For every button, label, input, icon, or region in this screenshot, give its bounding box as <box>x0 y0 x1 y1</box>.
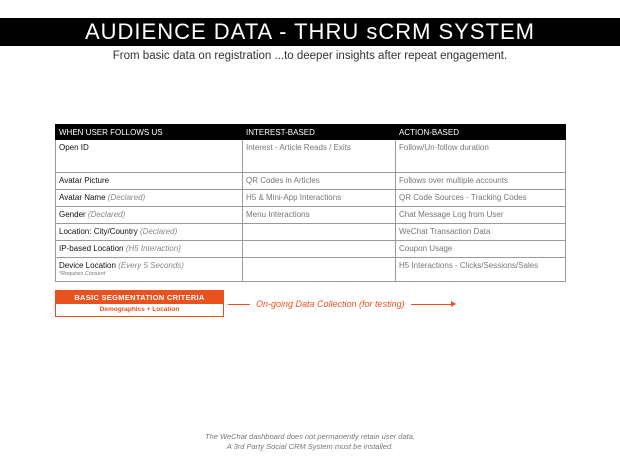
cell-interest-data <box>243 241 396 258</box>
consent-note: *Requires Consent <box>59 271 106 277</box>
cell-interest-data: Menu Interactions <box>243 207 396 224</box>
table-row <box>56 224 566 241</box>
arrow-right-icon <box>451 301 456 307</box>
cell-action-data: Coupon Usage <box>396 241 566 258</box>
footer-line-1: The WeChat dashboard does not permanently retain user data. <box>205 432 415 441</box>
ongoing-collection-callout <box>228 297 456 311</box>
cell-label: IP-based Location <box>59 244 124 253</box>
cell-qualifier: (Declared) <box>107 193 146 202</box>
table-row <box>56 190 566 207</box>
header-action-based: ACTION-BASED <box>396 125 566 140</box>
table-row <box>56 241 566 258</box>
cell-follow-data <box>56 140 243 173</box>
cell-follow-data <box>56 207 243 224</box>
cell-label: Device Location <box>59 261 116 270</box>
table-header-row <box>56 125 566 140</box>
header-interest-based: INTEREST-BASED <box>243 125 396 140</box>
criteria-sub: Demographics + Location <box>99 306 180 313</box>
cell-interest-data: H5 & Mini-App Interactions <box>243 190 396 207</box>
cell-action-data: Follows over multiple accounts <box>396 173 566 190</box>
page-subtitle: From basic data on registration ...to deeper insights after repeat engagement. <box>112 50 508 62</box>
cell-interest-data: QR Codes in Articles <box>243 173 396 190</box>
page-title: AUDIENCE DATA - THRU sCRM SYSTEM <box>0 18 620 46</box>
cell-interest-data: Interest - Article Reads / Exits <box>243 140 396 173</box>
cell-qualifier: (H5 Interaction) <box>125 244 181 253</box>
cell-label: Gender <box>59 210 86 219</box>
table-row <box>56 140 566 173</box>
cell-qualifier: (Every 5 Seconds) <box>118 261 184 270</box>
cell-label: Open ID <box>59 143 89 152</box>
cell-action-data: WeChat Transaction Data <box>396 224 566 241</box>
cell-follow-data <box>56 224 243 241</box>
cell-action-data: Follow/Un-follow duration <box>396 140 566 173</box>
cell-interest-data <box>243 224 396 241</box>
cell-action-data: QR Code Sources - Tracking Codes <box>396 190 566 207</box>
cell-follow-data <box>56 173 243 190</box>
cell-qualifier: (Declared) <box>87 210 126 219</box>
cell-label: Location: City/Country <box>59 227 138 236</box>
cell-follow-data <box>56 190 243 207</box>
header-when-user-follows: WHEN USER FOLLOWS US <box>56 125 243 140</box>
cell-qualifier: (Declared) <box>139 227 178 236</box>
audience-data-table <box>55 124 566 282</box>
cell-follow-data <box>56 258 243 282</box>
footer-note <box>0 432 620 452</box>
table-row <box>56 258 566 282</box>
criteria-label: BASIC SEGMENTATION CRITERIA <box>56 291 223 304</box>
table-row <box>56 173 566 190</box>
cell-label: Avatar Name <box>59 193 106 202</box>
table-row <box>56 207 566 224</box>
arrow-line <box>411 304 451 305</box>
cell-interest-data <box>243 258 396 282</box>
segmentation-criteria-box <box>55 290 224 317</box>
cell-action-data: H5 Interactions - Clicks/Sessions/Sales <box>396 258 566 282</box>
cell-label: Avatar Picture <box>59 176 110 185</box>
ongoing-label: On-going Data Collection (for testing) <box>256 299 405 309</box>
cell-follow-data <box>56 241 243 258</box>
connector-line <box>228 304 250 305</box>
cell-action-data: Chat Message Log from User <box>396 207 566 224</box>
footer-line-2: A 3rd Party Social CRM System must be installed. <box>226 442 394 451</box>
